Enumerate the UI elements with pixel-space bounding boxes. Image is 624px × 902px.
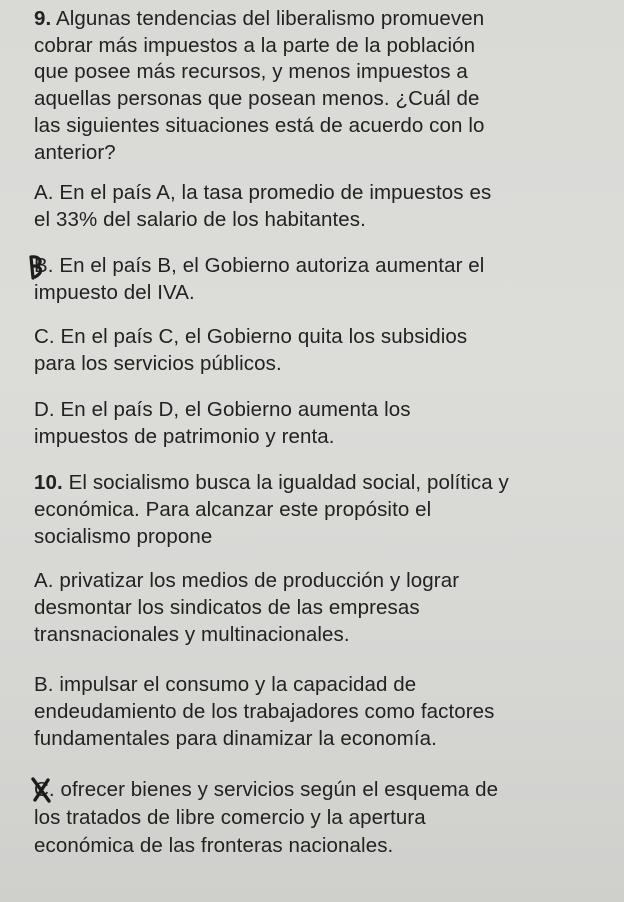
question-9-stem-line-5: las siguientes situaciones está de acuerdo con lo	[34, 114, 485, 137]
question-10-stem-text-1: El socialismo busca la igualdad social, política y	[68, 471, 509, 494]
question-9-option-a-line-2: el 33% del salario de los habitantes.	[34, 208, 366, 231]
question-9-option-b-line-1[interactable]: B. En el país B, el Gobierno autoriza aumentar el	[34, 254, 485, 277]
question-9-option-d-line-1[interactable]: D. En el país D, el Gobierno aumenta los	[34, 398, 411, 421]
question-10-stem-line-2: económica. Para alcanzar este propósito el	[34, 498, 432, 521]
question-9-stem-line-6: anterior?	[34, 141, 116, 164]
question-9-option-d-line-2: impuestos de patrimonio y renta.	[34, 425, 335, 448]
question-9-stem-line-4: aquellas personas que posean menos. ¿Cuál de	[34, 87, 480, 110]
question-10-option-b-line-2: endeudamiento de los trabajadores como factores	[34, 700, 495, 723]
question-9-option-c-line-2: para los servicios públicos.	[34, 352, 282, 375]
question-9-option-a-line-1[interactable]: A. En el país A, la tasa promedio de impuestos es	[34, 181, 492, 204]
question-9-stem-text-1: Algunas tendencias del liberalismo promueven	[55, 7, 485, 30]
question-9-stem-line-2: cobrar más impuestos a la parte de la población	[34, 34, 476, 57]
question-10-option-c-line-2: los tratados de libre comercio y la apertura	[34, 806, 426, 829]
question-10-option-b-line-3: fundamentales para dinamizar la economía.	[34, 727, 437, 750]
question-10-number: 10.	[34, 471, 63, 494]
question-9-number: 9.	[34, 7, 52, 30]
question-10-option-b-line-1[interactable]: B. impulsar el consumo y la capacidad de	[34, 673, 417, 696]
question-9-option-b-line-2: impuesto del IVA.	[34, 281, 195, 304]
question-10-option-c-line-1[interactable]: C. ofrecer bienes y servicios según el esquema de	[34, 778, 499, 801]
question-10-option-a-line-1[interactable]: A. privatizar los medios de producción y lograr	[34, 569, 460, 592]
question-9-stem-line-1	[34, 6, 484, 32]
question-9-stem-line-3: que posee más recursos, y menos impuestos a	[34, 60, 468, 83]
question-10-stem-line-3: socialismo propone	[34, 525, 213, 548]
question-10-stem-line-1	[34, 470, 509, 496]
question-9-option-c-line-1[interactable]: C. En el país C, el Gobierno quita los subsidios	[34, 325, 468, 348]
question-10-option-c-line-3: económica de las fronteras nacionales.	[34, 834, 394, 857]
question-10-option-a-line-3: transnacionales y multinacionales.	[34, 623, 350, 646]
question-10-option-a-line-2: desmontar los sindicatos de las empresas	[34, 596, 420, 619]
